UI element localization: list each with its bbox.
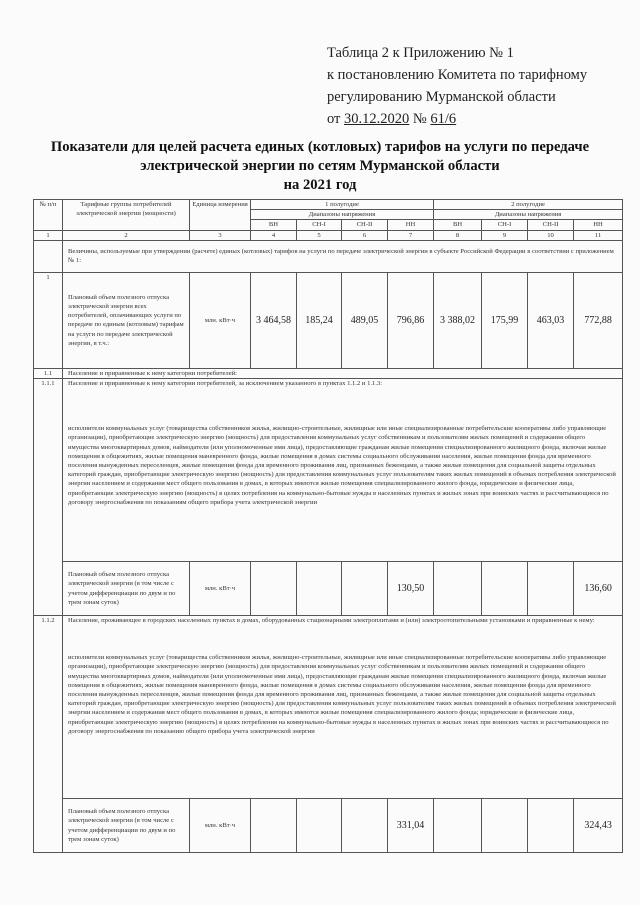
row-no: 1.1.1 [34, 379, 63, 616]
value-cell [251, 799, 297, 853]
header-level: СН-II [342, 220, 388, 230]
value-cell: 463,03 [528, 272, 574, 368]
value-cell [482, 799, 528, 853]
col-number: 8 [434, 230, 482, 240]
value-cell: 324,43 [574, 799, 623, 853]
row-no: 1.1 [34, 368, 63, 378]
header-group: Тарифные группы потребителей электрической энергии (мощности) [63, 200, 190, 231]
row-label: Население и приравненные к нему категории потребителей: [63, 368, 623, 378]
col-number: 6 [342, 230, 388, 240]
date-prefix: от [327, 111, 345, 127]
col-number: 7 [388, 230, 434, 240]
category-text: исполнители коммунальных услуг (товарищества собственников жилья, жилищно-строительные, жилищные или иные специализированные потребительские кооперативы либо управляющие организации), приобретающие электрическую энергию (мощность) для предоставления коммунальных услуг собственникам и пользователям жилых помещений и содержания общего имущества многоквартирных домов, наймодатели (или уполномоченные ими лица), предоставляющие гражданам жилые помещения специализированного жилищного фонда, включая жилые помещения в общежитиях, жилые помещения маневренного фонда, жилые помещения в домах системы социального обслуживания населения, жилые помещения фонда для временного поселения вынужденных переселенцев, жилые помещения фонда для временного проживания лиц, признанных беженцами, а также жилые помещения для социальной защиты отдельных категорий граждан, приобретающие электрическую энергию (мощность) для предоставления коммунальных услуг пользователям таких жилых помещений в объемах потребления электрической энергии населением и содержания мест общего пользования в домах, в которых имеются жилые помещения специализированного жилого фонда, юридические и физические лица, приобретающие электрическую энергию (мощность) в целях потребления на коммунально-бытовые нужды в населенных пунктах и жилых зонах при воинских частях и рассчитывающиеся по договору энергоснабжения по показаниям общего прибора учета электрической энергии [68, 425, 616, 506]
resolution-date: 30.12.2020 [344, 111, 410, 127]
header-level: СН-I [482, 220, 528, 230]
col-number: 1 [34, 230, 63, 240]
appendix-line: к постановлению Комитета по тарифному [327, 67, 588, 83]
header-level: СН-II [528, 220, 574, 230]
title-line: электрической энергии по сетям Мурманской области [140, 158, 500, 174]
appendix-reference [327, 42, 587, 130]
value-cell [251, 562, 297, 616]
value-cell [434, 562, 482, 616]
row-no: 1.1.2 [34, 616, 63, 853]
value-cell [528, 562, 574, 616]
header-ranges: Диапазоны напряжения [251, 210, 434, 220]
appendix-line: Таблица 2 к Приложению № 1 [327, 45, 514, 61]
header-level: СН-I [297, 220, 342, 230]
header-half1: 1 полугодие [251, 200, 434, 210]
col-number: 2 [63, 230, 190, 240]
category-title: Население и приравненные к нему категории потребителей, за исключением указанного в пунктах 1.1.2 и 1.1.3: [68, 380, 383, 388]
value-cell [482, 562, 528, 616]
row-no: 1 [34, 272, 63, 368]
col-number: 11 [574, 230, 623, 240]
row-label: Плановый объем полезного отпуска электрической энергии (в том числе с учетом дифференциации по двум и по трем зонам суток) [63, 799, 190, 853]
title-year: на 2021 год [283, 177, 357, 193]
value-cell [342, 799, 388, 853]
value-cell [434, 799, 482, 853]
appendix-line: регулированию Мурманской области [327, 89, 556, 105]
value-cell: 185,24 [297, 272, 342, 368]
document-title [20, 138, 620, 195]
value-cell [342, 562, 388, 616]
row-label: Плановый объем полезного отпуска электрической энергии (в том числе с учетом дифференциации по двум и по трем зонам суток) [63, 562, 190, 616]
header-half2: 2 полугодие [434, 200, 623, 210]
category-title: Население, проживающее в городских населенных пунктах в домах, оборудованных стационарными электроплитами и (или) электроотопительными установками и приравненные к нему: [68, 617, 595, 625]
value-cell: 3 464,58 [251, 272, 297, 368]
header-no: № п/п [34, 200, 63, 231]
value-cell [297, 799, 342, 853]
value-cell: 136,60 [574, 562, 623, 616]
header-unit: Единица измерения [190, 200, 251, 231]
col-number: 10 [528, 230, 574, 240]
value-cell: 130,50 [388, 562, 434, 616]
value-cell: 796,86 [388, 272, 434, 368]
col-number: 5 [297, 230, 342, 240]
title-line: Показатели для целей расчета единых (котловых) тарифов на услуги по передаче [50, 139, 590, 155]
value-cell [528, 799, 574, 853]
col-number: 9 [482, 230, 528, 240]
header-level: ВН [251, 220, 297, 230]
intro-row: Величины, используемые при утверждении (расчете) единых (котловых) тарифов на услуги по передаче электрической энергии в субъекте Российской Федерации в соответствии с приложением № 1: [63, 240, 623, 272]
empty-cell [34, 240, 63, 272]
value-cell: 489,05 [342, 272, 388, 368]
tariff-indicators-table [33, 199, 623, 853]
header-level: НН [388, 220, 434, 230]
row-unit: млн. кВт·ч [190, 272, 251, 368]
category-description [63, 379, 623, 562]
row-unit: млн. кВт·ч [190, 799, 251, 853]
value-cell: 331,04 [388, 799, 434, 853]
value-cell: 175,99 [482, 272, 528, 368]
header-ranges: Диапазоны напряжения [434, 210, 623, 220]
col-number: 4 [251, 230, 297, 240]
value-cell [297, 562, 342, 616]
header-level: НН [574, 220, 623, 230]
appendix-date-line [327, 108, 587, 130]
header-level: ВН [434, 220, 482, 230]
col-number: 3 [190, 230, 251, 240]
row-label: Плановый объем полезного отпуска электрической энергии всех потребителей, оплачивающих услуги по передаче по единым (котловым) тарифам на услуги по передаче электрической энергии, в т.ч.: [63, 272, 190, 368]
category-text: исполнители коммунальных услуг (товарищества собственников жилья, жилищно-строительные, жилищные или иные специализированные потребительские кооперативы либо управляющие организации), приобретающие электрическую энергию (мощность) для предоставления коммунальных услуг собственникам и пользователям жилых помещений и содержания общего имущества многоквартирных домов, наймодатели (или уполномоченные ими лица), предоставляющие гражданам жилые помещения специализированного жилищного фонда, включая жилые помещения в общежитиях, жилые помещения маневренного фонда, жилые помещения в домах системы социального обслуживания населения, жилые помещения фонда для временного поселения вынужденных переселенцев, жилые помещения фонда для временного проживания лиц, признанных беженцами, а также жилые помещения для социальной защиты отдельных категорий граждан, приобретающие электрическую энергию (мощность) для предоставления коммунальных услуг пользователям таких жилых помещений в объемах потребления электрической энергии населением и содержания мест общего пользования в домах, в которых имеются жилые помещения специализированного жилого фонда; юридические и физические лица, приобретающие электрическую энергию (мощность) в целях потребления на коммунально-бытовые нужды в населенных пунктах и жилых зонах при воинских частях и рассчитывающиеся по договору энергоснабжения по показанию общего прибора учета электрической энергии [68, 654, 616, 735]
row-unit: млн. кВт·ч [190, 562, 251, 616]
resolution-number: 61/6 [430, 111, 457, 127]
category-description [63, 616, 623, 799]
value-cell: 3 388,02 [434, 272, 482, 368]
number-prefix: № [409, 111, 431, 127]
value-cell: 772,88 [574, 272, 623, 368]
